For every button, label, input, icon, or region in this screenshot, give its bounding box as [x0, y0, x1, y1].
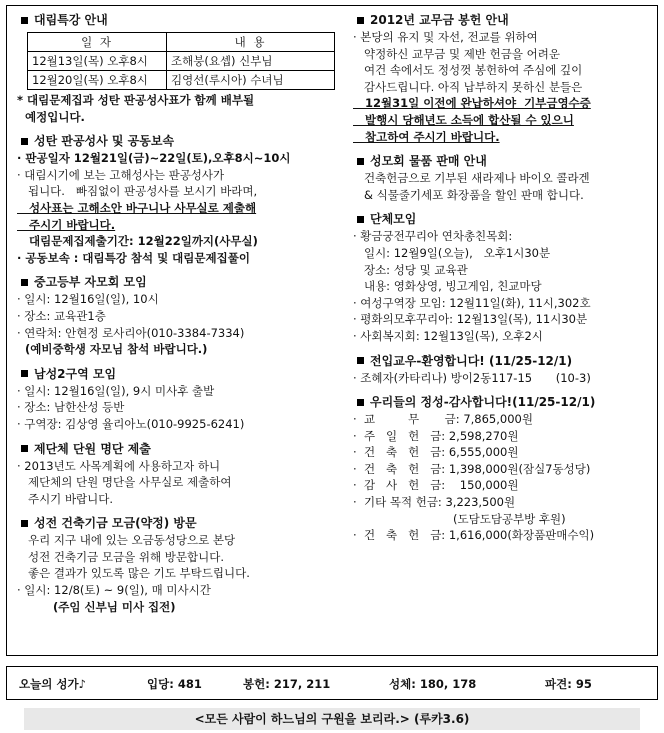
text-line: · 평화의모후꾸리아: 12월13일(목), 11시30분 [353, 312, 588, 327]
bullet-square-icon [21, 520, 28, 527]
bullet-square-icon [21, 279, 28, 286]
advent-section [17, 12, 337, 125]
text-line: 발행시 당해년도 소득에 합산될 수 있으니 [353, 112, 574, 127]
text-line: 12월31일 이전에 완납하셔야 기부금영수증 [353, 96, 591, 111]
text-line: 성전 건축기금 모금을 위해 방문합니다. [17, 549, 224, 564]
text-line: · 대림시기에 보는 고해성사는 판공성사가 [17, 167, 225, 182]
text-line: 참고하여 주시기 바랍니다. [353, 129, 500, 144]
text-line: · 장소: 교육관1층 [17, 308, 106, 323]
text-line: · 일시: 12월16일(일), 10시 [17, 292, 159, 307]
text-line: 주시기 바랍니다. [17, 217, 116, 232]
section-title: 성전 건축기금 모금(약정) 방문 [17, 515, 337, 532]
list-item: (도담도담공부방 후원) [453, 511, 566, 526]
text-line: 약정하신 교무금 및 제반 헌금을 어려운 [353, 46, 560, 61]
hymn-recessional: 파견: 95 [545, 677, 592, 691]
section-title: 2012년 교무금 봉헌 안내 [353, 12, 653, 29]
text-line: · 일시: 12월16일(일), 9시 미사후 출발 [17, 383, 215, 398]
section-title: 성모회 물품 판매 안내 [353, 153, 653, 170]
table-header-date: 일 자 [28, 33, 167, 52]
offering-section [353, 12, 653, 145]
youth-parents-section [17, 274, 337, 357]
text-line: 성사표는 고해소안 바구니나 사무실로 제출해 [17, 200, 257, 215]
advent-schedule-table [27, 32, 335, 90]
text-line: · 판공일자 12월21일(금)~22일(토),오후8시~10시 [17, 151, 291, 166]
section-title: 대림특강 안내 [17, 12, 337, 29]
list-item: · 감 사 헌 금: 150,000원 [353, 478, 519, 493]
table-header-row [28, 33, 335, 52]
schedule-date: 12월13일(목) 오후8시 [28, 52, 167, 71]
text-line: & 식물줄기세포 화장품을 할인 판매 합니다. [353, 187, 584, 202]
table-row [28, 52, 335, 71]
text-line: (예비중학생 자모님 참석 바랍니다.) [17, 342, 208, 357]
schedule-date: 12월20일(목) 오후8시 [28, 71, 167, 90]
schedule-content: 조해붕(요셉) 신부님 [167, 52, 335, 71]
newcomers-section [353, 353, 653, 387]
text-line: · 사회복지회: 12월13일(목), 오후2시 [353, 328, 543, 343]
text-line: 건축헌금으로 기부된 새라제나 바이오 콜라겐 [353, 171, 590, 186]
section-title: 성탄 판공성사 및 공동보속 [17, 133, 337, 150]
hymn-bar [6, 666, 658, 700]
bullet-square-icon [357, 17, 364, 24]
text-line: 장소: 성당 및 교육관 [353, 262, 468, 277]
building-fund-section [17, 515, 337, 615]
district-meeting-section [17, 366, 337, 433]
text-line: 감사드립니다. 아직 납부하지 못하신 분들은 [353, 79, 583, 94]
section-title: 제단체 단원 명단 제출 [17, 441, 337, 458]
text-line: · 본당의 유지 및 자선, 전교를 위하여 [353, 30, 538, 44]
hymn-offertory: 봉헌: 217, 211 [243, 677, 331, 691]
list-item: · 주 일 헌 금: 2,598,270원 [353, 428, 519, 443]
group-meeting-section [353, 211, 653, 344]
newcomer-entry [353, 370, 653, 387]
text-line: 주시기 바랍니다. [17, 491, 114, 506]
section-title: 중고등부 자모회 모임 [17, 274, 337, 291]
section-title: 단체모임 [353, 211, 653, 228]
section-title: 전입교우-환영합니다! (11/25-12/1) [353, 353, 653, 370]
list-item: · 건 축 헌 금: 1,616,000(화장품판매수익) [353, 528, 595, 543]
text-line: · 연락처: 안현정 로사리아(010-3384-7334) [17, 325, 245, 340]
list-item: · 건 축 헌 금: 6,555,000원 [353, 445, 519, 460]
text-line: · 2013년도 사목계획에 사용하고자 하니 [17, 458, 221, 473]
section-title: 남성2구역 모임 [17, 366, 337, 383]
bullet-square-icon [357, 357, 364, 364]
section-title: 우리들의 정성-감사합니다!(11/25-12/1) [353, 394, 653, 411]
right-column [353, 12, 653, 552]
newcomer-district: (10-3) [555, 370, 591, 385]
text-line: · 일시: 12/8(토) ~ 9(일), 매 미사시간 [17, 583, 211, 598]
text-line: · 공동보속 : 대림특강 참석 및 대림문제집풀이 [17, 250, 250, 265]
text-line: 대림문제집제출기간: 12월22일까지(사무실) [17, 234, 258, 249]
scripture-verse: <모든 사람이 하느님의 구원을 보리라.> (루카3.6) [24, 708, 640, 730]
sale-section [353, 153, 653, 203]
bulletin-frame [6, 5, 658, 656]
text-line: (주임 신부님 미사 집전) [17, 599, 176, 614]
text-line: · 여성구역장 모임: 12월11일(화), 11시,302호 [353, 295, 591, 310]
text-line: 제단체의 단원 명단을 사무실로 제출하여 [17, 475, 232, 490]
text-line: · 장소: 남한산성 등반 [17, 400, 125, 415]
hymn-entrance: 입당: 481 [147, 677, 202, 691]
schedule-content: 김영선(루시아) 수녀님 [167, 71, 335, 90]
thanks-section [353, 394, 653, 544]
list-item: · 기타 목적 헌금: 3,223,500원 [353, 495, 516, 510]
hymn-communion: 성체: 180, 178 [389, 677, 477, 691]
advent-note: 예정입니다. [17, 109, 85, 124]
bullet-square-icon [21, 17, 28, 24]
table-header-content: 내 용 [167, 33, 335, 52]
hymn-label: 오늘의 성가♪ [19, 677, 86, 691]
text-line: 됩니다. 빠짐없이 판공성사를 보시기 바라며, [17, 184, 258, 199]
bullet-square-icon [357, 158, 364, 165]
advent-note: * 대림문제집과 성탄 판공성사표가 함께 배부될 [17, 93, 255, 107]
group-roster-section [17, 441, 337, 508]
christmas-confession-section [17, 133, 337, 266]
left-column [17, 12, 337, 623]
table-row [28, 71, 335, 90]
text-line: 여건 속에서도 정성껏 봉헌하여 주심에 깊이 [353, 63, 583, 78]
bullet-square-icon [357, 399, 364, 406]
bullet-square-icon [21, 445, 28, 452]
newcomer-name: · 조혜자(카타리나) 방이2동117-15 [353, 370, 533, 385]
text-line: 우리 지구 내에 있는 오금동성당으로 본당 [17, 533, 236, 548]
bullet-square-icon [21, 370, 28, 377]
bullet-square-icon [21, 138, 28, 145]
list-item: · 교 무 금: 7,865,000원 [353, 412, 533, 427]
list-item: · 건 축 헌 금: 1,398,000원(잠실7동성당) [353, 461, 591, 476]
text-line: · 황금궁전꾸리아 연차총친목회: [353, 229, 513, 244]
bullet-square-icon [357, 216, 364, 223]
text-line: 내용: 영화상영, 빙고게임, 친교마당 [353, 279, 542, 294]
text-line: · 구역장: 김상영 율리아노(010-9925-6241) [17, 416, 245, 431]
text-line: 일시: 12월9일(오늘), 오후1시30분 [353, 245, 551, 260]
text-line: 좋은 결과가 있도록 많은 기도 부탁드립니다. [17, 566, 250, 581]
